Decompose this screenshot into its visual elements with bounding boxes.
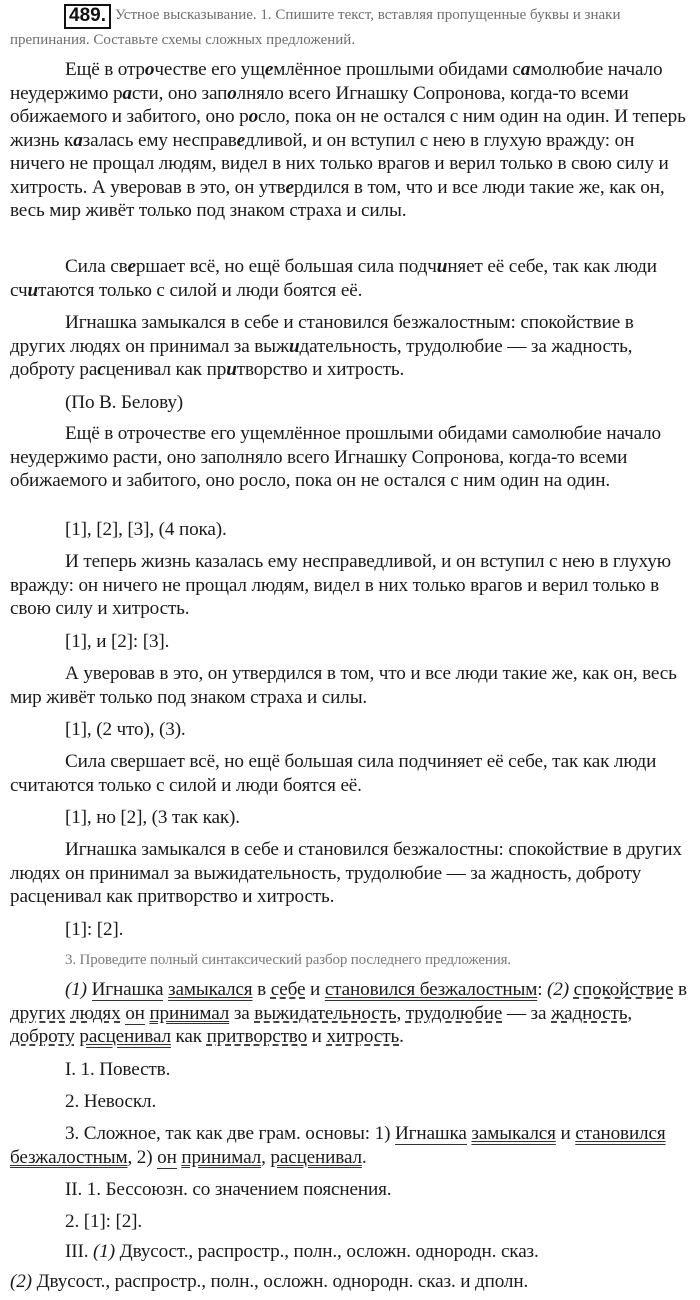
secondary-member: выжидательность [254, 1002, 397, 1024]
secondary-member: себе [270, 979, 306, 1000]
inserted-letter: о [227, 82, 237, 104]
predicate: замыкался [168, 979, 253, 1000]
part-number: (2) [547, 979, 569, 1000]
secondary-member: трудолюбие [405, 1002, 503, 1024]
text-paragraph-2 [10, 255, 690, 302]
text-segment [87, 979, 92, 1000]
exercise-number: 489. [64, 4, 111, 29]
predicate: становился безжалостным [324, 979, 538, 1000]
text-segment: Игнашка замыкался в себе и становился безжалостным: спокойствие в других людях он принимал за выж [10, 312, 634, 357]
analysis-ii-2: 2. [1]: [2]. [65, 1211, 143, 1232]
inserted-letter: е [264, 59, 274, 80]
text-segment: как [170, 1026, 207, 1047]
inserted-letter: е [285, 176, 294, 198]
sentence-1: Ещё в отрочестве его ущемлённое прошлыми обидами самолюбие начало неудержимо расти, оно заполняло всего Игнашку Сопронова, когда-то всеми обижаемого и забитого, оно росло, пока он не остался с ним один на один. [10, 423, 662, 491]
secondary-member: жадность [551, 1002, 628, 1024]
text-segment: сти, оно зап [131, 82, 228, 104]
scheme-5: [1]: [2]. [65, 919, 124, 940]
text-segment: ценивал как пр [105, 359, 227, 380]
text-segment: , [396, 1002, 406, 1024]
text-segment: лняло всего Игнашку Сопронова, когда-то всеми обижаемого и забитого, оно р [10, 82, 629, 127]
predicate: принимал [149, 1002, 230, 1024]
predicate: становился безжалостным [10, 1123, 666, 1168]
sentence-4: Сила свершает всё, но ещё большая сила подчиняет её себе, так как люди считаются только с силой и люди боятся её. [10, 751, 657, 796]
inserted-letter: а [73, 129, 83, 151]
text-segment: рдился в том, что и все люди такие же, как он, весь мир живёт только под знаком страха и силы. [10, 176, 665, 221]
text-paragraph-1 [10, 58, 690, 223]
text-segment: Ещё в отр [65, 59, 145, 80]
text-segment: честве его ущ [154, 59, 265, 80]
text-segment: дательность, трудолюбие — за жадность, доброту ра [10, 335, 633, 380]
inserted-letter: е [236, 129, 246, 151]
scheme-4: [1], но [2], (3 так как). [65, 807, 240, 828]
predicate: принимал [181, 1146, 262, 1168]
secondary-member: притворство [206, 1026, 308, 1047]
text-segment: млённое прошлыми обидами с [273, 59, 521, 80]
text-segment: . [399, 1026, 404, 1047]
part-number-1: (1) [93, 1241, 115, 1262]
subject: Игнашка [91, 979, 164, 1000]
text-segment: молюбие начало неудержимо р [10, 59, 663, 104]
scheme-3: [1], (2 что), (3). [65, 719, 186, 740]
analysis-ii-1: II. 1. Бессоюзн. со значением пояснения. [65, 1179, 392, 1200]
text-segment: : [537, 979, 548, 1000]
inserted-letter: о [248, 106, 259, 127]
text-segment: творство и хитрость. [236, 359, 405, 380]
predicate: расценивал [79, 1026, 171, 1047]
analysis-i-1: I. 1. Повеств. [65, 1059, 171, 1080]
text-segment: няет её себе, так как люди сч [10, 256, 657, 301]
sentence-2: И теперь жизнь казалась ему несправедливой, и он вступил с нею в глухую вражду: он ничего не прощал людям, видел в них только врагов и верил только в свою силу и хитрость. [10, 551, 671, 619]
text-segment: в [673, 979, 687, 1000]
inserted-letter: е [127, 256, 136, 277]
secondary-member: людях [70, 1002, 121, 1024]
analysis-i-2: 2. Невоскл. [65, 1091, 157, 1112]
analysis-iii-1 [10, 1240, 690, 1264]
text-segment: таются только с силой и люди боятся её. [38, 279, 363, 301]
analysis-iii-label: III. [65, 1241, 89, 1262]
text-segment: залась ему несправ [82, 129, 237, 151]
text-segment: , [261, 1146, 271, 1168]
analysis-iii-2 [10, 1270, 690, 1294]
part-number: (1) [65, 979, 87, 1000]
text-segment: дливой, и он вступил с нею в глухую вражду: он ничего не прощал людям, видел в них только врагов и верил только в свою силу и хитрость. А уверовав в это, он утв [10, 129, 669, 198]
text-segment: в [252, 979, 271, 1000]
text-segment: , 2) [127, 1146, 158, 1168]
predicate: расценивал [270, 1146, 362, 1168]
analysis-i-3 [10, 1122, 690, 1169]
text-segment: . [361, 1146, 367, 1168]
inserted-letter: и [288, 335, 300, 357]
secondary-member: хитрость [326, 1026, 400, 1047]
secondary-member: спокойствие [573, 979, 674, 1000]
inserted-letter: и [27, 279, 39, 301]
inserted-letter: и [436, 256, 448, 277]
exercise-header [10, 4, 695, 51]
scheme-1: [1], [2], [3], (4 пока). [65, 519, 227, 540]
inserted-letter: о [144, 59, 155, 80]
subject: Игнашка [394, 1123, 467, 1144]
inserted-letter: с [97, 359, 106, 380]
text-paragraph-3 [10, 311, 690, 382]
parsed-sentence [10, 978, 690, 1049]
text-segment: сло, пока он не остался с ним один на один. И теперь жизнь к [10, 106, 686, 151]
part-number-2: (2) [10, 1271, 32, 1292]
sentence-5: Игнашка замыкался в себе и становился безжалостны: спокойствие в других людях он принимал за выжидательность, трудолюбие — за жадность, доброту расценивал как притворство и хитрость. [10, 839, 682, 907]
text-segment: за [229, 1002, 255, 1024]
subject: он [157, 1146, 177, 1168]
analysis-iii-2-text: Двусост., распростр., полн., осложн. однородн. сказ. и дполн. [36, 1271, 529, 1292]
text-segment: и [305, 979, 325, 1000]
inserted-letter: а [122, 82, 132, 104]
text-segment: и [307, 1026, 327, 1047]
exercise-instruction: Устное высказывание. 1. Спишите текст, вставляя пропущенные буквы и знаки препинания. Составьте схемы сложных предложений. [10, 7, 621, 48]
text-segment: 3. Сложное, так как две грам. основы: 1) [65, 1123, 395, 1144]
sentence-3: А уверовав в это, он утвердился в том, что и все люди такие же, как он, весь мир живёт только под знаком страха и силы. [10, 663, 677, 708]
predicate: замыкался [471, 1123, 556, 1144]
inserted-letter: и [226, 359, 237, 380]
text-segment: , [627, 1002, 632, 1024]
subject: он [125, 1002, 145, 1024]
scheme-2: [1], и [2]: [3]. [65, 631, 170, 652]
inserted-letter: а [520, 59, 531, 80]
analysis-iii-1-text: Двусост., распростр., полн., осложн. однородн. сказ. [119, 1241, 539, 1262]
text-segment: — за [502, 1002, 551, 1024]
task-3-instruction: 3. Проведите полный синтаксический разбор последнего предложения. [65, 952, 511, 968]
source-attribution: (По В. Белову) [65, 392, 184, 413]
text-segment: ршает всё, но ещё большая сила подч [135, 256, 437, 277]
secondary-member: доброту [10, 1026, 75, 1047]
secondary-member: других [10, 1002, 66, 1024]
text-segment: Сила св [65, 256, 128, 277]
text-segment: и [555, 1123, 576, 1144]
